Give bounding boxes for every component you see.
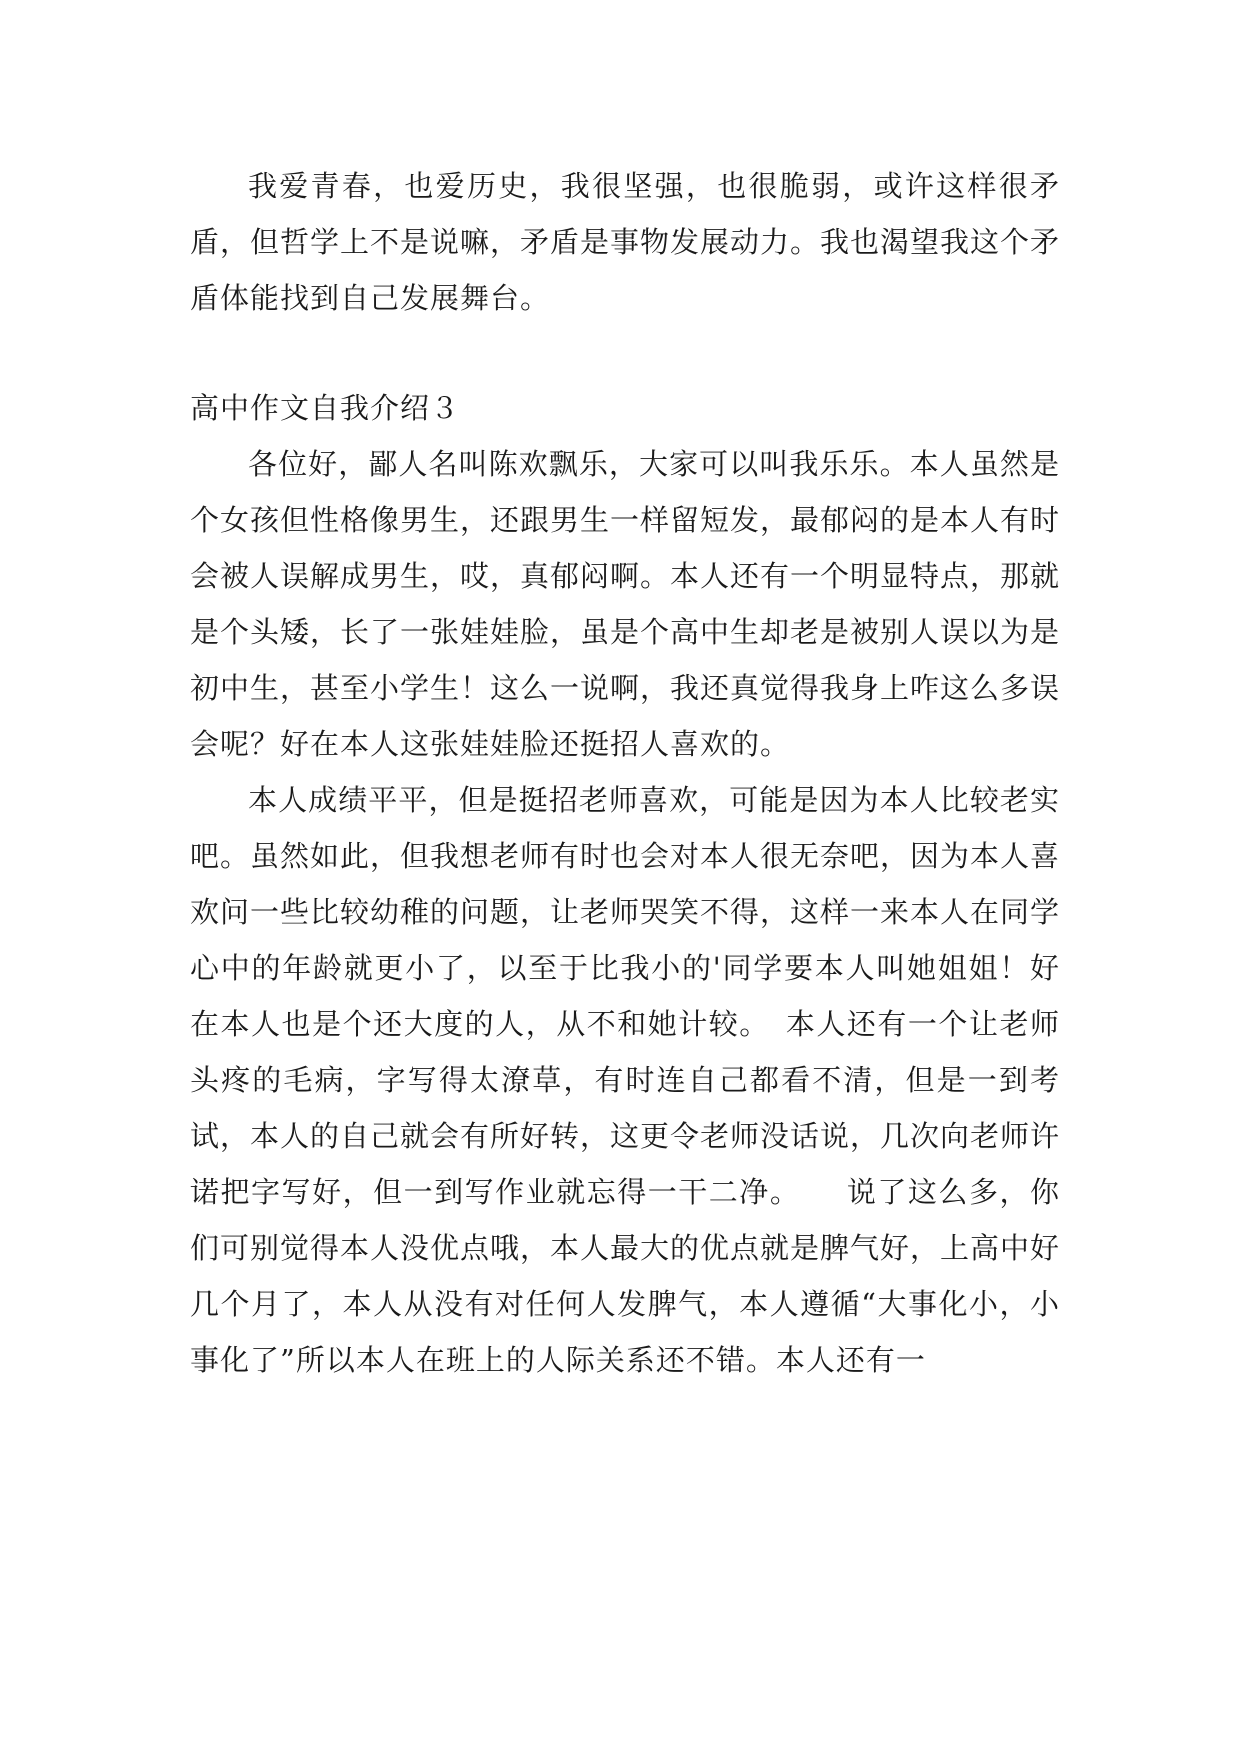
paragraph-grades: 本人成绩平平，但是挺招老师喜欢，可能是因为本人比较老实吧。虽然如此，但我想老师有时也会对本人很无奈吧，因为本人喜欢问一些比较幼稚的问题，让老师哭笑不得，这样一来本人在同学心中的年龄就更小了，以至于比我小的'同学要本人叫她姐姐！好在本人也是个还大度的人，从不和她计较。 本人还有一个让老师头疼的毛病，字写得太潦草，有时连自己都看不清，但是一到考试，本人的自己就会有所好转，这更令老师没话说，几次向老师许诺把字写好，但一到写作业就忘得一干二净。 说了这么多，你们可别觉得本人没优点哦，本人最大的优点就是脾气好，上高中好几个月了，本人从没有对任何人发脾气，本人遵循“大事化小，小事化了”所以本人在班上的人际关系还不错。本人还有一 <box>190 783 1061 1377</box>
paragraph-self-intro: 各位好，鄙人名叫陈欢飘乐，大家可以叫我乐乐。本人虽然是个女孩但性格像男生，还跟男生一样留短发，最郁闷的是本人有时会被人误解成男生，哎，真郁闷啊。本人还有一个明显特点，那就是个头矮，长了一张娃娃脸，虽是个高中生却老是被别人误以为是初中生，甚至小学生！这么一说啊，我还真觉得我身上咋这么多误会呢？好在本人这张娃娃脸还挺招人喜欢的。 <box>190 447 1061 761</box>
section-title: 高中作文自我介绍３ <box>190 391 461 425</box>
paragraph-spacer <box>190 326 1060 380</box>
document-body <box>190 158 1060 1388</box>
paragraph-intro: 我爱青春，也爱历史，我很坚强，也很脆弱，或许这样很矛盾，但哲学上不是说嘛，矛盾是事物发展动力。我也渴望我这个矛盾体能找到自己发展舞台。 <box>190 169 1061 315</box>
